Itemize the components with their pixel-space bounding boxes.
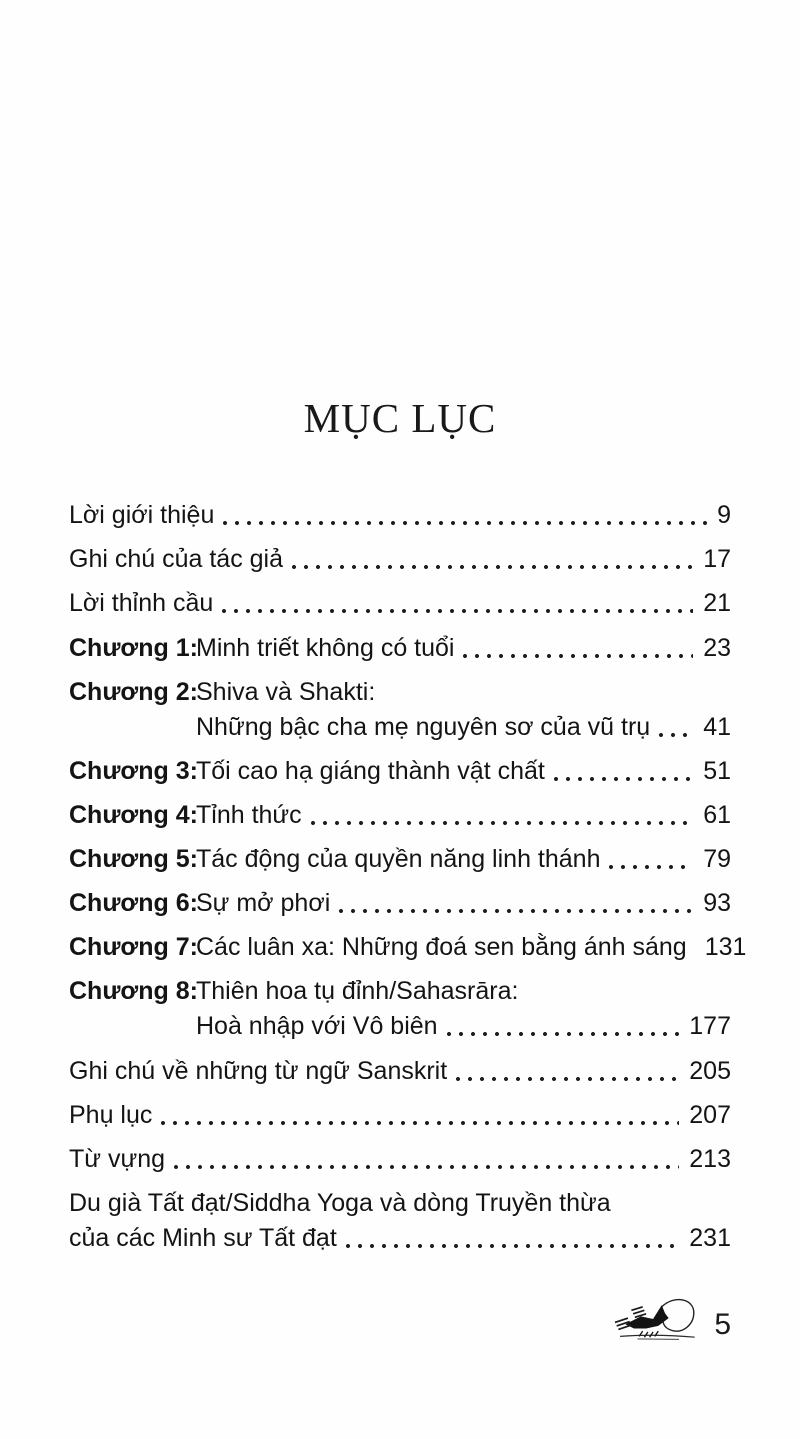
dot-leader bbox=[338, 908, 693, 914]
dot-leader bbox=[291, 564, 693, 570]
chapter-title: Tỉnh thức bbox=[196, 801, 302, 829]
dot-leader bbox=[462, 653, 693, 659]
entry-page-number: 9 bbox=[717, 501, 731, 529]
toc-entry bbox=[69, 1188, 731, 1218]
folio-page-number: 5 bbox=[714, 1308, 731, 1341]
toc-entry bbox=[69, 1100, 731, 1130]
entry-page-number: 177 bbox=[689, 1012, 731, 1040]
toc-entry bbox=[69, 1144, 731, 1174]
entry-page-number: 231 bbox=[689, 1224, 731, 1252]
toc-chapter-entry bbox=[69, 756, 731, 786]
toc-chapter-subtitle-row bbox=[69, 1011, 731, 1041]
entry-page-number: 51 bbox=[703, 757, 731, 785]
entry-page-number: 79 bbox=[703, 845, 731, 873]
dot-leader bbox=[173, 1164, 679, 1170]
toc-chapter-entry bbox=[69, 633, 731, 663]
entry-label: Ghi chú về những từ ngữ Sanskrit bbox=[69, 1057, 448, 1085]
entry-label: Lời thỉnh cầu bbox=[69, 589, 214, 617]
chapter-title: Sự mở phơi bbox=[196, 889, 331, 917]
entry-label: Lời giới thiệu bbox=[69, 501, 215, 529]
dot-leader bbox=[310, 820, 694, 826]
chapter-title: Shiva và Shakti: bbox=[196, 678, 376, 706]
entry-page-number: 61 bbox=[703, 801, 731, 829]
toc-entry bbox=[69, 544, 731, 574]
page-title: MỤC LỤC bbox=[303, 395, 497, 441]
dot-leader bbox=[221, 608, 693, 614]
chapter-number: Chương 4: bbox=[69, 801, 198, 829]
toc-entry bbox=[69, 1056, 731, 1086]
dot-leader bbox=[446, 1031, 680, 1037]
chapter-title: Tối cao hạ giáng thành vật chất bbox=[196, 757, 545, 785]
entry-page-number: 17 bbox=[703, 545, 731, 573]
entry-page-number: 41 bbox=[703, 713, 731, 741]
dot-leader bbox=[658, 732, 693, 738]
toc-chapter-entry bbox=[69, 677, 731, 707]
chapter-number: Chương 7: bbox=[69, 933, 198, 961]
entry-label: Phụ lục bbox=[69, 1101, 153, 1129]
entry-label: của các Minh sư Tất đạt bbox=[69, 1224, 337, 1252]
chapter-number: Chương 6: bbox=[69, 889, 198, 917]
toc-entry bbox=[69, 500, 731, 530]
entry-page-number: 23 bbox=[703, 634, 731, 662]
entry-page-number: 21 bbox=[703, 589, 731, 617]
entry-label: Du già Tất đạt/Siddha Yoga và dòng Truyền thừa bbox=[69, 1189, 611, 1217]
chapter-number: Chương 3: bbox=[69, 757, 198, 785]
chapter-number: Chương 2: bbox=[69, 678, 198, 706]
bird-sketch-ornament-icon bbox=[608, 1291, 712, 1347]
entry-page-number: 207 bbox=[689, 1101, 731, 1129]
toc-chapter-entry bbox=[69, 800, 731, 830]
chapter-title: Các luân xa: Những đoá sen bằng ánh sáng bbox=[196, 933, 687, 961]
toc-chapter-entry bbox=[69, 844, 731, 874]
chapter-title: Thiên hoa tụ đỉnh/Sahasrāra: bbox=[196, 977, 519, 1005]
page-footer bbox=[69, 1291, 731, 1347]
entry-label: Từ vựng bbox=[69, 1145, 165, 1173]
entry-page-number: 131 bbox=[704, 933, 747, 961]
dot-leader bbox=[608, 864, 693, 870]
dot-leader bbox=[222, 520, 707, 526]
chapter-subtitle: Những bậc cha mẹ nguyên sơ của vũ trụ bbox=[196, 713, 651, 741]
chapter-number: Chương 5: bbox=[69, 845, 198, 873]
toc-chapter-subtitle-row bbox=[69, 712, 731, 742]
entry-label: Ghi chú của tác giả bbox=[69, 545, 284, 573]
dot-leader bbox=[455, 1076, 679, 1082]
table-of-contents bbox=[69, 0, 747, 1347]
dot-leader bbox=[160, 1120, 679, 1126]
chapter-title: Minh triết không có tuổi bbox=[196, 634, 455, 662]
chapter-subtitle: Hoà nhập với Vô biên bbox=[196, 1012, 438, 1040]
toc-entry bbox=[69, 588, 731, 618]
dot-leader bbox=[345, 1243, 679, 1249]
entry-page-number: 93 bbox=[703, 889, 731, 917]
chapter-number: Chương 1: bbox=[69, 634, 198, 662]
entry-page-number: 213 bbox=[689, 1145, 731, 1173]
chapter-number: Chương 8: bbox=[69, 977, 198, 1005]
toc-chapter-entry bbox=[69, 888, 731, 918]
toc-chapter-entry bbox=[69, 932, 747, 962]
toc-chapter-entry bbox=[69, 976, 731, 1006]
entry-page-number: 205 bbox=[689, 1057, 731, 1085]
dot-leader bbox=[553, 776, 693, 782]
chapter-title: Tác động của quyền năng linh thánh bbox=[196, 845, 601, 873]
toc-entry-continuation bbox=[69, 1223, 731, 1253]
